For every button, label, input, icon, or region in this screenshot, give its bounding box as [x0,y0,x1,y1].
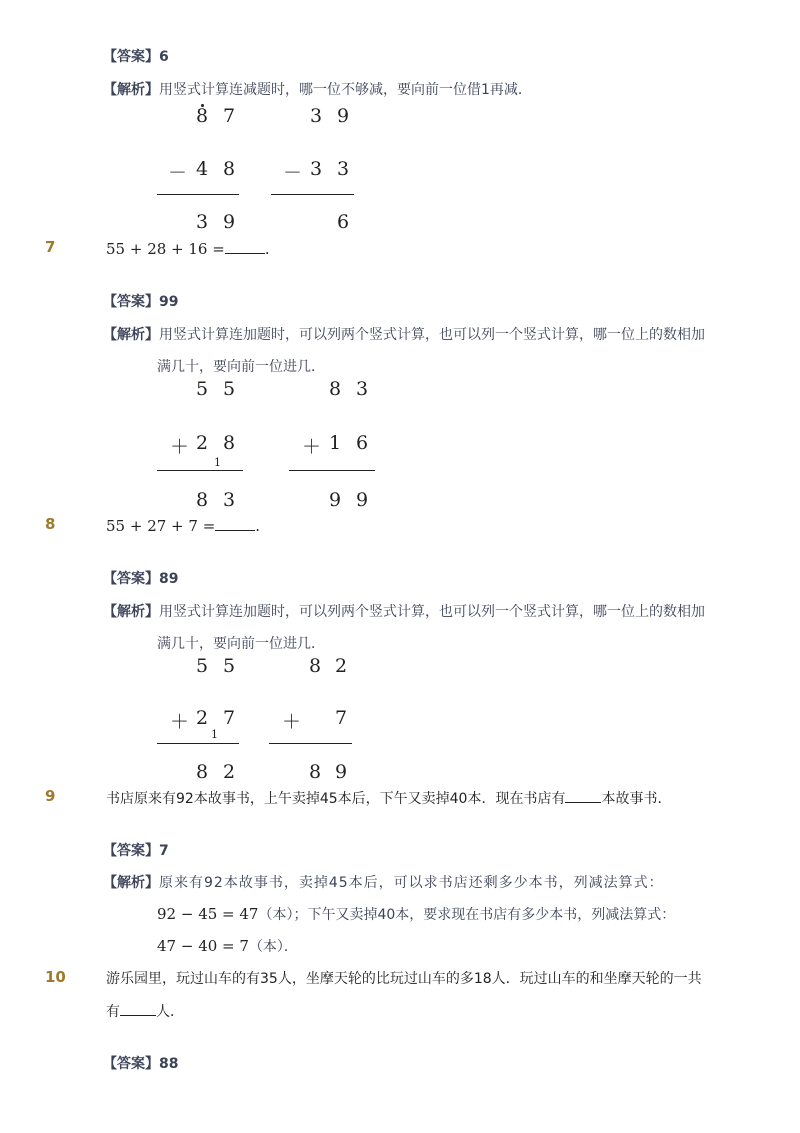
digit: 2 [196,707,209,729]
analysis-tag: 【解析】 [103,82,159,98]
answer-label [103,46,169,66]
question-text [106,788,671,808]
analysis-line [157,936,298,956]
digit: 8 [223,158,236,180]
digit: 5 [196,655,209,677]
answer-tag: 【答案】 [103,571,159,587]
digit: 8 [196,105,209,127]
digit: 3 [310,158,323,180]
operator: ＋ [302,436,322,458]
digit: 6 [337,211,350,233]
sum-line [289,470,375,471]
digit: 9 [335,761,348,783]
digit: 8 [196,489,209,511]
analysis-line [103,324,705,344]
answer-tag: 【答案】 [103,843,159,859]
digit: 8 [309,655,322,677]
answer-label [103,568,178,588]
carry-digit: 1 [211,728,218,741]
digit: 3 [337,158,350,180]
digit: 4 [196,158,209,180]
digit: 3 [196,211,209,233]
digit: 9 [356,489,369,511]
answer-label [103,1053,178,1073]
sum-line [157,194,239,195]
digit: 8 [329,378,342,400]
digit: 2 [223,761,236,783]
question-number: 7 [45,238,56,256]
answer-label [103,840,169,860]
digit: 8 [223,432,236,454]
answer-label [103,291,178,311]
sum-line [269,743,352,744]
analysis-equation: 47 − 40 = 7 [157,937,249,955]
digit: 3 [310,105,323,127]
digit: 3 [223,489,236,511]
digit: 7 [223,105,236,127]
question-number: 8 [45,515,56,533]
analysis-text: 用竖式计算连加题时，可以列两个竖式计算，也可以列一个竖式计算，哪一位上的数相加 [159,327,705,343]
answer-tag: 【答案】 [103,294,159,310]
question-text: 游乐园里，玩过山车的有35人，坐摩天轮的比玩过山车的多18人．玩过山车的和坐摩天轮的一共 [106,971,702,987]
answer-value: 7 [159,843,169,859]
analysis-line [103,872,664,892]
equation: 55 + 28 + 16 = [106,240,225,258]
sum-line [157,743,239,744]
digit: 5 [196,378,209,400]
answer-blank[interactable] [120,1003,156,1016]
carry-digit: 1 [214,456,221,469]
question-text [106,1001,184,1021]
question-text: 55 + 28 + 16 = . [106,240,270,258]
analysis-tag: 【解析】 [103,604,159,620]
sum-line [157,470,243,471]
digit: 1 [329,432,342,454]
operator: － [283,162,303,184]
answer-blank[interactable] [215,518,255,531]
operator: ＋ [170,436,190,458]
analysis-line [103,601,705,621]
question-part: 有 [106,1004,120,1020]
analysis-line [103,79,532,99]
analysis-equation: 92 − 45 = 47 [157,905,259,923]
digit: 3 [356,378,369,400]
digit: 2 [335,655,348,677]
analysis-text: 原来有92本故事书，卖掉45本后，可以求书店还剩多少本书，列减法算式： [159,875,664,891]
answer-value: 6 [159,49,169,65]
digit: 7 [223,707,236,729]
answer-tag: 【答案】 [103,1056,159,1072]
sum-line [271,194,354,195]
operator: ＋ [282,711,302,733]
question-text: 55 + 27 + 7 = . [106,517,261,535]
digit: 9 [337,105,350,127]
question-number: 9 [45,787,56,805]
question-part: 人． [156,1004,184,1020]
digit: 9 [329,489,342,511]
answer-value: 88 [159,1056,179,1072]
question-part: 书店原来有92本故事书，上午卖掉45本后，下午又卖掉40本．现在书店有 [106,791,566,807]
analysis-text: 用竖式计算连减题时，哪一位不够减，要向前一位借1再减． [159,82,532,98]
digit: 2 [196,432,209,454]
answer-tag: 【答案】 [103,49,159,65]
digit: 5 [223,655,236,677]
question-part: 本故事书． [601,791,672,807]
analysis-line [157,904,675,924]
analysis-text: 满几十，要向前一位进几． [157,359,325,375]
digit: 8 [196,761,209,783]
operator: ＋ [170,711,190,733]
analysis-text: 满几十，要向前一位进几． [157,636,325,652]
answer-value: 99 [159,294,179,310]
analysis-text: 用竖式计算连加题时，可以列两个竖式计算，也可以列一个竖式计算，哪一位上的数相加 [159,604,705,620]
answer-blank[interactable] [225,241,265,254]
answer-blank[interactable] [565,790,601,803]
analysis-tag: 【解析】 [103,327,159,343]
answer-value: 89 [159,571,179,587]
equation: 55 + 27 + 7 = [106,517,216,535]
question-number: 10 [45,968,66,986]
digit: 6 [356,432,369,454]
digit: 8 [309,761,322,783]
operator: － [168,162,188,184]
digit: 5 [223,378,236,400]
analysis-text: （本）． [248,939,298,955]
analysis-text: （本）；下午又卖掉40本，要求现在书店有多少本书，列减法算式： [258,907,676,923]
digit: 7 [335,707,348,729]
analysis-tag: 【解析】 [103,875,159,891]
digit: 9 [223,211,236,233]
